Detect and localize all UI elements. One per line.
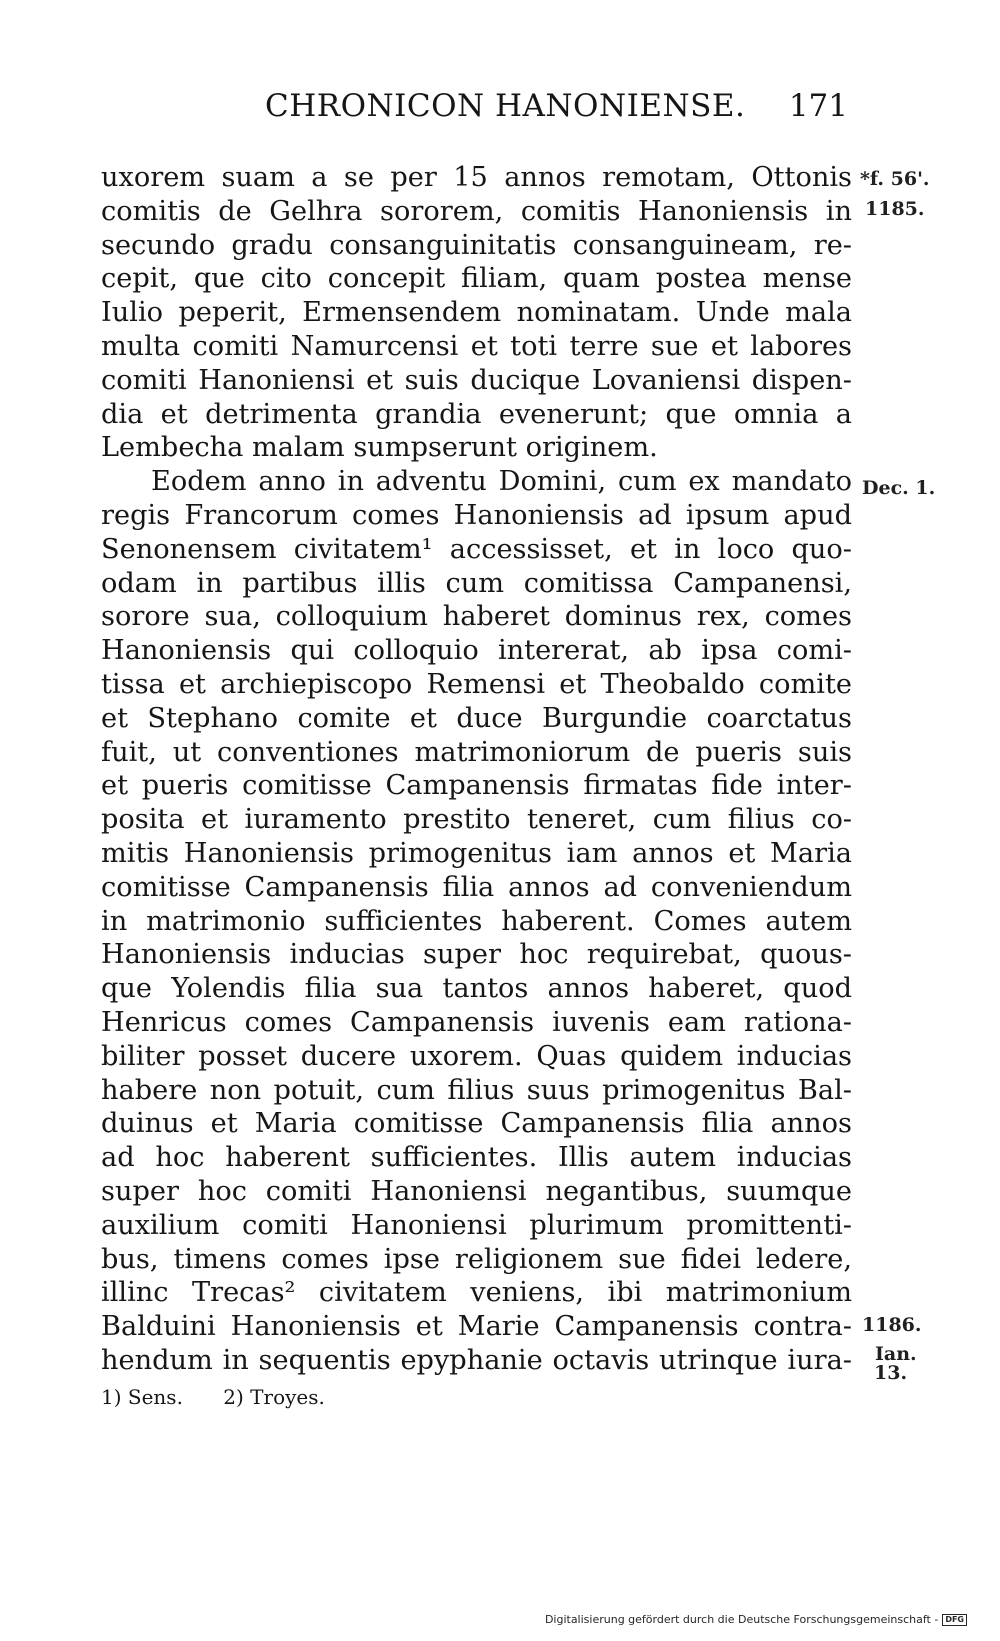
- text-line: ad hoc haberent sufficientes. Illis autem inducias: [101, 1142, 852, 1174]
- text-line: comitisse Campanensis filia annos ad conveniendum: [101, 871, 852, 903]
- text-line: et pueris comitisse Campanensis firmatas fide inter-: [101, 770, 852, 802]
- text-line: cepit, que cito concepit filiam, quam postea mense: [101, 263, 852, 295]
- text-line: Iulio peperit, Ermensendem nominatam. Unde mala: [101, 297, 852, 329]
- year-margin-note: 1185.: [865, 198, 925, 220]
- footnote-1: 1) Sens.: [101, 1385, 183, 1409]
- footnotes: [101, 1385, 359, 1409]
- text-line: tissa et archiepiscopo Remensi et Theobaldo comite: [101, 668, 852, 700]
- text-line: hendum in sequentis epyphanie octavis utrinque iura-: [101, 1344, 852, 1376]
- text-line: odam in partibus illis cum comitissa Campanensi,: [101, 567, 852, 599]
- text-line: secundo gradu consanguinitatis consanguineam, re-: [101, 229, 852, 261]
- text-line: comiti Hanoniensi et suis ducique Lovaniensi dispen-: [101, 364, 852, 396]
- dfg-logo: DFG: [942, 1614, 967, 1626]
- text-line: bus, timens comes ipse religionem sue fidei ledere,: [101, 1243, 852, 1275]
- main-text-block: [101, 161, 852, 1378]
- text-line: Hanoniensis inducias super hoc requirebat, quous-: [101, 939, 852, 971]
- text-line: habere non potuit, cum filius suus primogenitus Bal-: [101, 1074, 852, 1106]
- footnote-2: 2) Troyes.: [223, 1385, 325, 1409]
- paragraph-start-line: Eodem anno in adventu Domini, cum ex mandato: [151, 466, 852, 498]
- running-header-title: CHRONICON HANONIENSE.: [265, 88, 746, 124]
- text-line: duinus et Maria comitisse Campanensis filia annos: [101, 1108, 852, 1140]
- text-line: in matrimonio sufficientes haberent. Comes autem: [101, 905, 852, 937]
- text-line: mitis Hanoniensis primogenitus iam annos et Maria: [101, 837, 852, 869]
- date-margin-note: Dec. 1.: [862, 477, 936, 499]
- text-line: Henricus comes Campanensis iuvenis eam rationa-: [101, 1006, 852, 1038]
- digitization-credit: [545, 1613, 967, 1627]
- text-line: Balduini Hanoniensis et Marie Campanensis contra-: [101, 1311, 852, 1343]
- text-line: uxorem suam a se per 15 annos remotam, Ottonis: [101, 162, 852, 193]
- text-line: sorore sua, colloquium haberet dominus rex, comes: [101, 601, 852, 633]
- text-line: fuit, ut conventiones matrimoniorum de pueris suis: [101, 736, 852, 768]
- text-line: biliter posset ducere uxorem. Quas quidem inducias: [101, 1040, 852, 1072]
- text-line: Hanoniensis qui colloquio intererat, ab ipsa comi-: [101, 635, 852, 667]
- folio-margin-note: *f. 56'.: [860, 168, 930, 190]
- text-line: illinc Trecas² civitatem veniens, ibi matrimonium: [101, 1277, 852, 1309]
- text-line: regis Francorum comes Hanoniensis ad ipsum apud: [101, 499, 852, 531]
- year-margin-note: 1186.: [862, 1314, 922, 1336]
- date-margin-note: Ian.: [875, 1343, 917, 1365]
- text-line: auxilium comiti Hanoniensi plurimum promittenti-: [101, 1209, 852, 1241]
- text-line: et Stephano comite et duce Burgundie coarctatus: [101, 702, 852, 734]
- credit-text: Digitalisierung gefördert durch die Deutsche Forschungsgemeinschaft -: [544, 1613, 939, 1626]
- page-number: 171: [788, 88, 848, 124]
- text-line: Senonensem civitatem¹ accessisset, et in loco quo-: [101, 533, 852, 565]
- text-line: super hoc comiti Hanoniensi negantibus, suumque: [101, 1175, 852, 1207]
- text-line: Lembecha malam sumpserunt originem.: [101, 432, 658, 464]
- text-line: comitis de Gelhra sororem, comitis Hanoniensis in: [101, 195, 852, 227]
- text-line: posita et iuramento prestito teneret, cum filius co-: [101, 804, 852, 836]
- text-line: dia et detrimenta grandia evenerunt; que omnia a: [101, 398, 852, 430]
- text-line: multa comiti Namurcensi et toti terre sue et labores: [101, 330, 852, 362]
- text-line: que Yolendis filia sua tantos annos haberet, quod: [101, 973, 852, 1005]
- date-margin-note: 13.: [874, 1362, 908, 1384]
